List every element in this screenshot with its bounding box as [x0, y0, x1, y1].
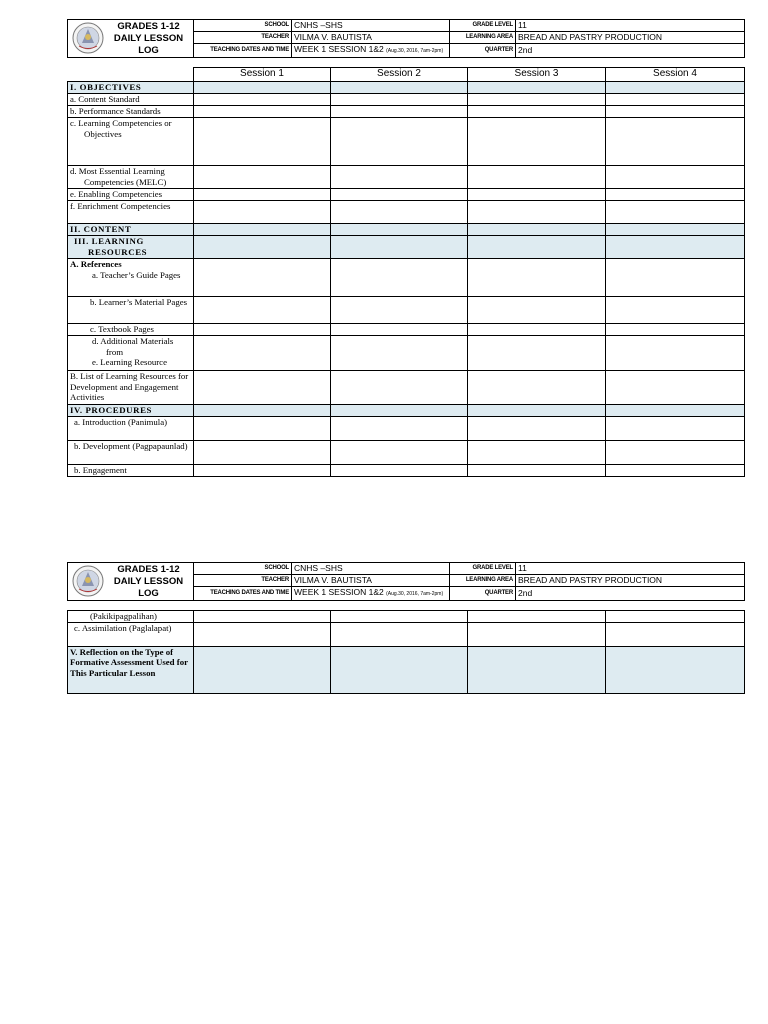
grade-level-label: GRADE LEVEL: [450, 563, 516, 575]
introduction-label: a. Introduction (Panimula): [68, 417, 194, 441]
school-value: CNHS –SHS: [292, 20, 450, 32]
table-row: [68, 417, 745, 441]
cell[interactable]: [606, 189, 745, 201]
header-title-line1: GRADES 1-12: [117, 564, 180, 575]
cell[interactable]: [606, 118, 745, 166]
learning-area-value: BREAD AND PASTRY PRODUCTION: [516, 32, 745, 44]
table-row: [68, 324, 745, 336]
cell[interactable]: [606, 465, 745, 477]
reflection-heading: V. Reflection on the Type of Formative Assessment Used for This Particular Lesson: [68, 646, 194, 693]
cell[interactable]: [606, 336, 745, 371]
session-2-header: Session 2: [331, 68, 468, 82]
session-4-header: Session 4: [606, 68, 745, 82]
cell[interactable]: [194, 106, 331, 118]
teaching-dates-label: TEACHING DATES AND TIME: [194, 44, 292, 58]
additional-materials-label: d. Additional Materials from: [92, 336, 174, 357]
table-row: [68, 336, 745, 371]
cell[interactable]: [194, 224, 331, 236]
cell[interactable]: [606, 297, 745, 324]
content-heading: II. CONTENT: [68, 224, 194, 236]
teaching-dates-value: [292, 44, 450, 58]
cell[interactable]: [331, 224, 468, 236]
cell[interactable]: [194, 465, 331, 477]
teaching-dates-value: [292, 587, 450, 601]
cell[interactable]: [606, 324, 745, 336]
session-3-header: Session 3: [468, 68, 606, 82]
cell[interactable]: [331, 646, 468, 693]
cell[interactable]: [606, 106, 745, 118]
school-value: CNHS –SHS: [292, 563, 450, 575]
table-row: [68, 82, 745, 94]
cell[interactable]: [468, 441, 606, 465]
table-row: [68, 224, 745, 236]
references-label: A. References: [70, 259, 122, 269]
table-row: [68, 622, 745, 646]
cell[interactable]: [468, 611, 606, 623]
teacher-label: TEACHER: [194, 32, 292, 44]
header-title-line1: GRADES 1-12: [117, 21, 180, 32]
table-row: [68, 94, 745, 106]
table-row: [68, 465, 745, 477]
cell[interactable]: [331, 236, 468, 259]
cell[interactable]: [331, 201, 468, 224]
learning-area-label: LEARNING AREA: [450, 575, 516, 587]
grade-level-value: 11: [516, 563, 745, 575]
learning-competencies-label: c. Learning Competencies or Objectives: [68, 118, 194, 166]
table-row: [68, 259, 745, 297]
table-row: [68, 371, 745, 405]
cell[interactable]: [468, 336, 606, 371]
content-standard-label: a. Content Standard: [68, 94, 194, 106]
cell[interactable]: [606, 417, 745, 441]
header-table-2: [67, 562, 745, 601]
cell[interactable]: [468, 324, 606, 336]
cell[interactable]: [331, 82, 468, 94]
header-title-line2: DAILY LESSON LOG: [113, 33, 184, 56]
cell[interactable]: [194, 611, 331, 623]
cell[interactable]: [606, 259, 745, 297]
cell[interactable]: [194, 189, 331, 201]
list-of-learning-resources-label: B. List of Learning Resources for Development and Engagement Activities: [68, 371, 194, 405]
cell[interactable]: [468, 106, 606, 118]
cell[interactable]: [606, 94, 745, 106]
deped-seal-icon: [71, 22, 105, 54]
deped-seal-icon: [71, 565, 105, 597]
quarter-label: QUARTER: [450, 587, 516, 601]
cell[interactable]: [331, 324, 468, 336]
table-row: [68, 166, 745, 189]
school-label: SCHOOL: [194, 20, 292, 32]
cell[interactable]: [468, 371, 606, 405]
learning-area-label: LEARNING AREA: [450, 32, 516, 44]
cell[interactable]: [468, 189, 606, 201]
teacher-value: VILMA V. BAUTISTA: [292, 575, 450, 587]
lesson-log-grid-1: [67, 67, 745, 477]
references-block: [68, 259, 194, 297]
learning-resources-heading: III. LEARNING RESOURCES: [68, 236, 194, 259]
cell[interactable]: [606, 441, 745, 465]
assimilation-label: c. Assimilation (Paglalapat): [68, 622, 194, 646]
cell[interactable]: [468, 236, 606, 259]
cell[interactable]: [331, 622, 468, 646]
cell[interactable]: [331, 166, 468, 189]
header-brand: [68, 20, 194, 58]
grade-level-value: 11: [516, 20, 745, 32]
cell[interactable]: [468, 417, 606, 441]
cell[interactable]: [194, 405, 331, 417]
cell[interactable]: [331, 611, 468, 623]
table-row: [68, 236, 745, 259]
cell[interactable]: [194, 417, 331, 441]
quarter-value: 2nd: [516, 587, 745, 601]
table-row: [68, 201, 745, 224]
cell[interactable]: [331, 297, 468, 324]
table-row: [68, 441, 745, 465]
table-row: [68, 189, 745, 201]
cell[interactable]: [331, 441, 468, 465]
table-row: [68, 106, 745, 118]
quarter-value: 2nd: [516, 44, 745, 58]
teaching-dates-text: WEEK 1 SESSION 1&2: [294, 44, 384, 54]
cell[interactable]: [331, 417, 468, 441]
additional-materials-block: [68, 336, 194, 371]
session-header-row: [68, 68, 745, 82]
learners-material-label: b. Learner’s Material Pages: [68, 297, 194, 324]
header-table-1: [67, 19, 745, 58]
header-brand: [68, 563, 194, 601]
cell[interactable]: [468, 646, 606, 693]
cell[interactable]: [194, 441, 331, 465]
engagement-continued-label: (Pakikipagpalihan): [68, 611, 194, 623]
cell[interactable]: [468, 224, 606, 236]
teaching-dates-label: TEACHING DATES AND TIME: [194, 587, 292, 601]
textbook-pages-label: c. Textbook Pages: [68, 324, 194, 336]
cell[interactable]: [194, 622, 331, 646]
cell[interactable]: [468, 465, 606, 477]
cell[interactable]: [331, 465, 468, 477]
cell[interactable]: [331, 336, 468, 371]
cell[interactable]: [606, 82, 745, 94]
cell[interactable]: [194, 236, 331, 259]
cell[interactable]: [194, 371, 331, 405]
cell[interactable]: [331, 371, 468, 405]
quarter-label: QUARTER: [450, 44, 516, 58]
cell[interactable]: [606, 611, 745, 623]
grade-level-label: GRADE LEVEL: [450, 20, 516, 32]
cell[interactable]: [606, 236, 745, 259]
cell[interactable]: [468, 622, 606, 646]
cell[interactable]: [468, 259, 606, 297]
cell[interactable]: [194, 82, 331, 94]
cell[interactable]: [194, 259, 331, 297]
session-1-header: Session 1: [194, 68, 331, 82]
cell[interactable]: [331, 405, 468, 417]
cell[interactable]: [331, 94, 468, 106]
cell[interactable]: [194, 324, 331, 336]
header-title-line2: DAILY LESSON LOG: [113, 576, 184, 599]
learning-resource-label: e. Learning Resource: [92, 357, 167, 367]
school-label: SCHOOL: [194, 563, 292, 575]
lesson-log-grid-2: [67, 610, 745, 694]
cell[interactable]: [606, 622, 745, 646]
performance-standards-label: b. Performance Standards: [68, 106, 194, 118]
cell[interactable]: [606, 224, 745, 236]
cell[interactable]: [468, 297, 606, 324]
cell[interactable]: [331, 189, 468, 201]
cell[interactable]: [468, 166, 606, 189]
cell[interactable]: [606, 371, 745, 405]
objectives-heading: I. OBJECTIVES: [68, 82, 194, 94]
teaching-dates-text: WEEK 1 SESSION 1&2: [294, 587, 384, 597]
cell[interactable]: [468, 94, 606, 106]
cell[interactable]: [194, 201, 331, 224]
table-row: [68, 405, 745, 417]
cell[interactable]: [194, 297, 331, 324]
corner-cell: [68, 68, 194, 82]
teacher-value: VILMA V. BAUTISTA: [292, 32, 450, 44]
cell[interactable]: [468, 82, 606, 94]
melc-label: d. Most Essential Learning Competencies (MELC): [68, 166, 194, 189]
cell[interactable]: [606, 646, 745, 693]
cell[interactable]: [331, 106, 468, 118]
learning-area-value: BREAD AND PASTRY PRODUCTION: [516, 575, 745, 587]
cell[interactable]: [468, 201, 606, 224]
teaching-dates-note: (Aug.30, 2016, 7am-2pm): [386, 48, 444, 54]
table-row: [68, 611, 745, 623]
cell[interactable]: [194, 646, 331, 693]
table-row: [68, 646, 745, 693]
cell[interactable]: [331, 259, 468, 297]
engagement-label: b. Engagement: [68, 465, 194, 477]
cell[interactable]: [606, 405, 745, 417]
enabling-competencies-label: e. Enabling Competencies: [68, 189, 194, 201]
development-label: b. Development (Pagpapaunlad): [68, 441, 194, 465]
cell[interactable]: [194, 336, 331, 371]
teaching-dates-note: (Aug.30, 2016, 7am-2pm): [386, 591, 444, 597]
enrichment-competencies-label: f. Enrichment Competencies: [68, 201, 194, 224]
table-row: [68, 118, 745, 166]
cell[interactable]: [606, 166, 745, 189]
procedures-heading: IV. PROCEDURES: [68, 405, 194, 417]
cell[interactable]: [331, 118, 468, 166]
cell[interactable]: [194, 94, 331, 106]
cell[interactable]: [194, 166, 331, 189]
cell[interactable]: [468, 405, 606, 417]
cell[interactable]: [468, 118, 606, 166]
teachers-guide-label: a. Teacher’s Guide Pages: [92, 269, 181, 280]
cell[interactable]: [194, 118, 331, 166]
teacher-label: TEACHER: [194, 575, 292, 587]
table-row: [68, 297, 745, 324]
cell[interactable]: [606, 201, 745, 224]
